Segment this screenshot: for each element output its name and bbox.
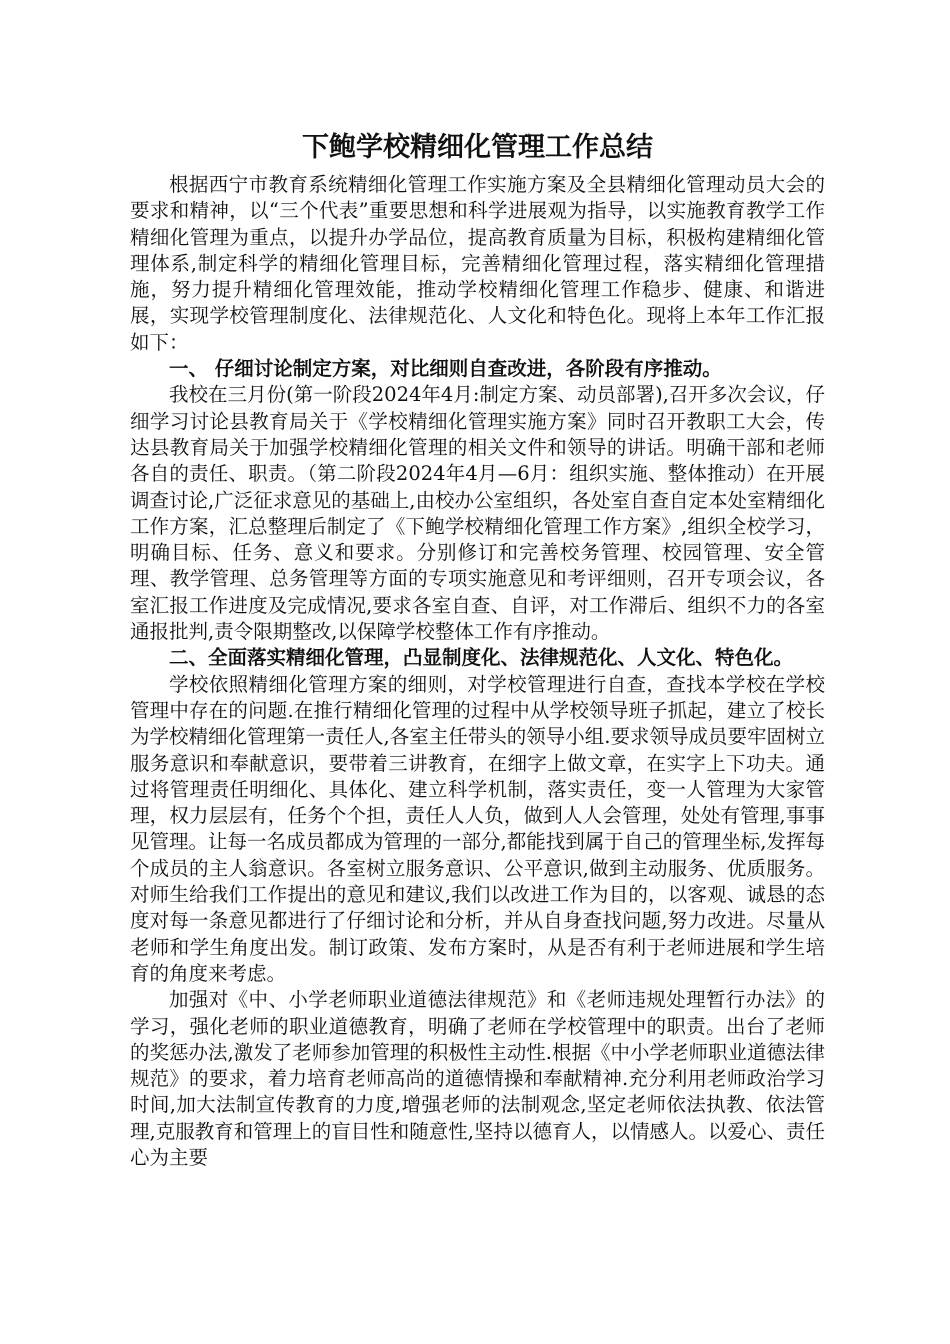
section-1-paragraph: 我校在三月份(第一阶段2024年4月:制定方案、动员部署),召开多次会议，仔细学习讨论县教育局关于《学校精细化管理实施方案》同时召开教职工大会，传达县教育局关于加强学校精细化管理的相关文件和领导的讲话。明确干部和老师各自的责任、职责。（第二阶段2024年4月—6月：组织实施、整体推动）在开展调查讨论,广泛征求意见的基础上,由校办公室组织，各处室自查自定本处室精细化工作方案，汇总整理后制定了《下鲍学校精细化管理工作方案》,组织全校学习，明确目标、任务、意义和要求。分别修订和完善校务管理、校园管理、安全管理、教学管理、总务管理等方面的专项实施意见和考评细则，召开专项会议，各室汇报工作进度及完成情况,要求各室自查、自评，对工作滞后、组织不力的各室通报批判,责令限期整改,以保障学校整体工作有序推动。	[130, 383, 825, 644]
intro-paragraph: 根据西宁市教育系统精细化管理工作实施方案及全县精细化管理动员大会的要求和精神，以“三个代表”重要思想和科学进展观为指导，以实施教育教学工作精细化管理为重点，以提升办学品位，提高教育质量为目标，积极构建精细化管理体系,制定科学的精细化管理目标，完善精细化管理过程，落实精细化管理措施，努力提升精细化管理效能，推动学校精细化管理工作稳步、健康、和谐进展，实现学校管理制度化、法律规范化、人文化和特色化。现将上本年工作汇报如下：	[130, 173, 825, 354]
section-heading-1: 一、 仔细讨论制定方案，对比细则自查改进，各阶段有序推动。	[169, 357, 722, 381]
document-page	[130, 128, 825, 1171]
document-title: 下鲍学校精细化管理工作总结	[302, 132, 653, 163]
section-heading-2: 二、全面落实精细化管理，凸显制度化、法律规范化、人文化、特色化。	[169, 646, 794, 670]
section-2-paragraph-2: 加强对《中、小学老师职业道德法律规范》和《老师违规处理暂行办法》的学习，强化老师的职业道德教育，明确了老师在学校管理中的职责。出台了老师的奖惩办法,激发了老师参加管理的积极性主动性.根据《中小学老师职业道德法律规范》的要求，着力培育老师高尚的道德情操和奉献精神.充分利用老师政治学习时间,加大法制宣传教育的力度,增强老师的法制观念,坚定老师依法执教、依法管理,克服教育和管理上的盲目性和随意性,坚持以德育人，以情感人。以爱心、责任心为主要	[130, 988, 825, 1169]
section-2-paragraph-1: 学校依照精细化管理方案的细则，对学校管理进行自查，查找本学校在学校管理中存在的问题.在推行精细化管理的过程中从学校领导班子抓起，建立了校长为学校精细化管理第一责任人,各室主任带头的领导小组.要求领导成员要牢固树立服务意识和奉献意识，要带着三讲教育，在细字上做文章，在实字上下功夫。通过将管理责任明细化、具体化、建立科学机制，落实责任，变一人管理为大家管理，权力层层有，任务个个担，责任人人负，做到人人会管理，处处有管理,事事见管理。让每一名成员都成为管理的一部分,都能找到属于自己的管理坐标,发挥每个成员的主人翁意识。各室树立服务意识、公平意识,做到主动服务、优质服务。对师生给我们工作提出的意见和建议,我们以改进工作为目的，以客观、诚恳的态度对每一条意见都进行了仔细讨论和分析，并从自身查找问题,努力改进。尽量从老师和学生角度出发。制订政策、发布方案时，从是否有利于老师进展和学生培育的角度来考虑。	[130, 672, 825, 985]
